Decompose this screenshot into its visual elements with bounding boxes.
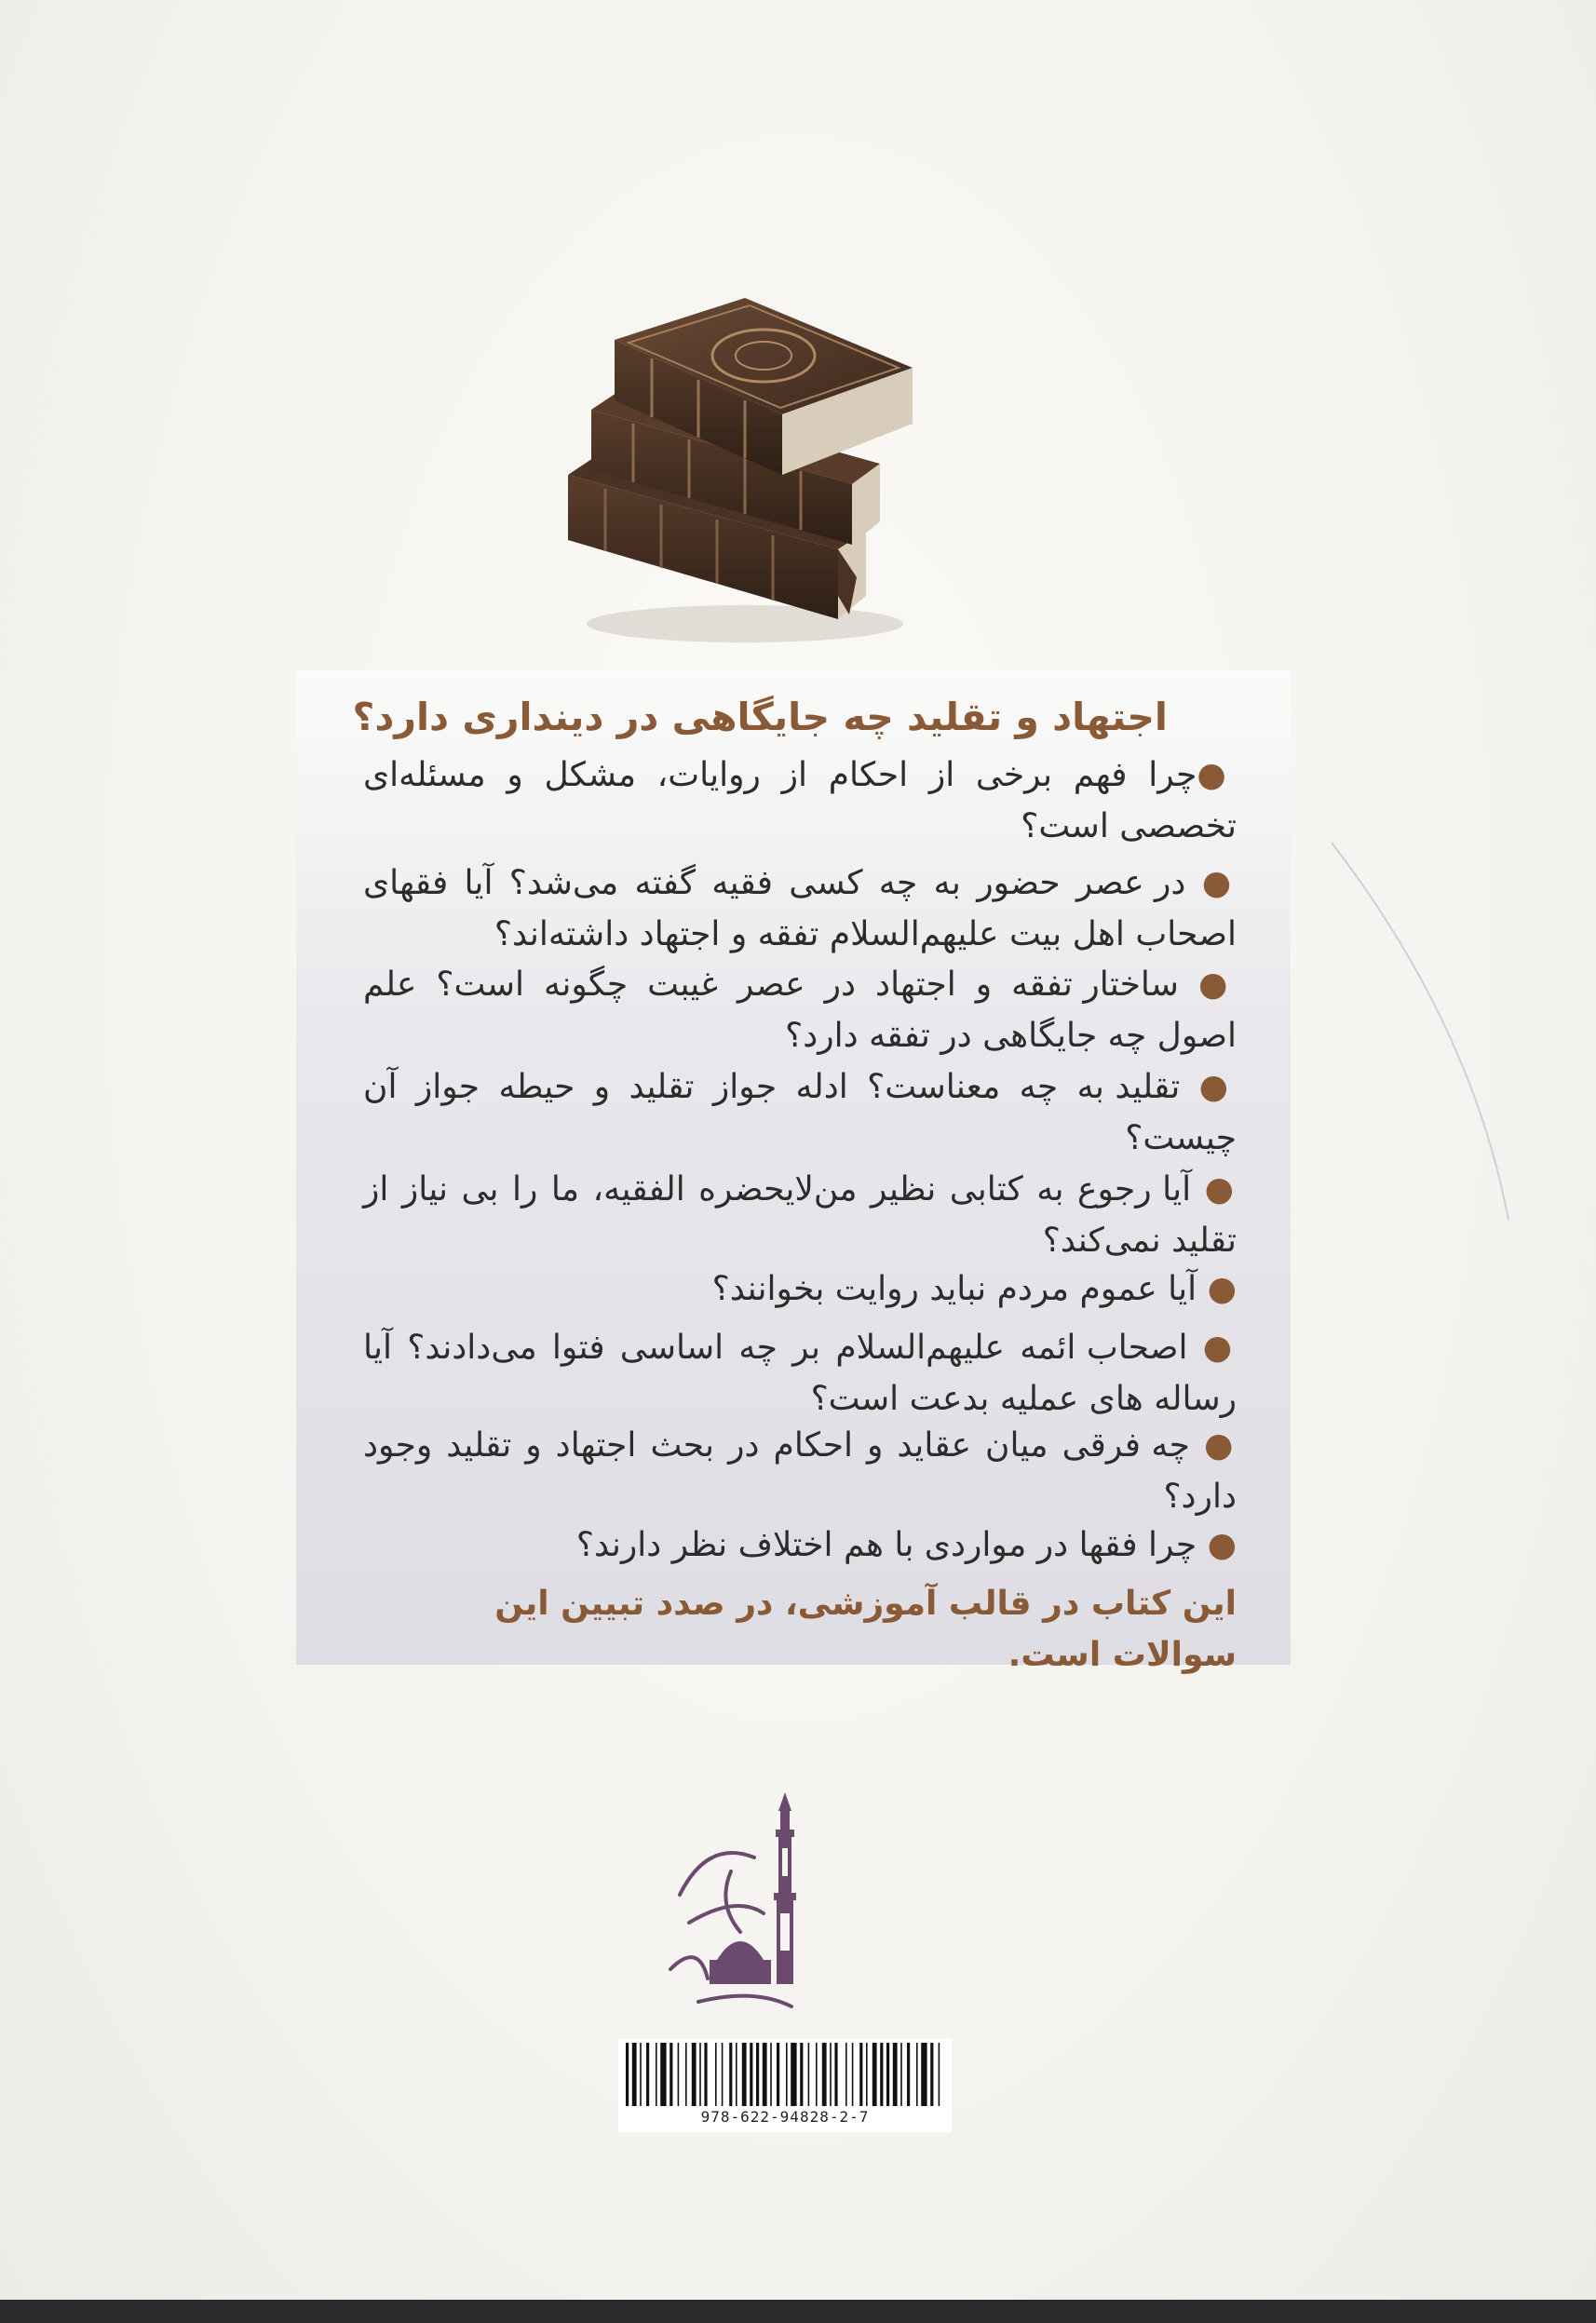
barcode-bar	[900, 2043, 902, 2106]
question-5: ● آیا رجوع به کتابی نظیر من‌لایحضره الفقیه، ما را بی نیاز از تقلید نمی‌کند؟	[363, 1170, 1237, 1260]
barcode-bar	[830, 2043, 832, 2106]
barcode-bar	[736, 2043, 737, 2106]
barcode-bar	[722, 2043, 724, 2106]
barcode-bar	[786, 2043, 788, 2106]
heading: اجتهاد و تقلید چه جایگاهی در دینداری دارد؟	[352, 695, 1168, 739]
bullet-icon: ●	[1207, 1526, 1237, 1564]
bullet-icon: ●	[1207, 1270, 1237, 1308]
scratch-mark	[1322, 838, 1527, 1229]
barcode-bar	[893, 2043, 898, 2106]
bullet-icon: ●	[1198, 1068, 1237, 1106]
barcode-bar	[660, 2043, 666, 2106]
isbn-number: 978-622-94828-2-7	[700, 2108, 870, 2126]
barcode-bar	[763, 2043, 767, 2106]
question-9: ● چرا فقها در مواردی با هم اختلاف نظر دارند؟	[575, 1526, 1237, 1564]
scan-edge-strip	[0, 2300, 1596, 2323]
barcode-bar	[646, 2043, 649, 2106]
bullet-icon: ●	[1204, 1170, 1237, 1209]
barcode-bar	[916, 2043, 918, 2106]
barcode-bar	[872, 2043, 877, 2106]
barcode-bar	[930, 2043, 933, 2106]
barcode-bar	[699, 2043, 701, 2106]
barcode-bar	[756, 2043, 759, 2106]
barcode-bar	[808, 2043, 810, 2106]
barcode-bar	[626, 2043, 629, 2106]
barcode-bar	[852, 2043, 854, 2106]
barcode-bar	[704, 2043, 707, 2106]
books-illustration	[559, 298, 931, 652]
bullet-icon: ●	[1198, 966, 1237, 1004]
barcode-bar	[640, 2043, 642, 2106]
barcode-bar	[800, 2043, 803, 2106]
barcode-bar	[670, 2043, 672, 2106]
question-1: ●چرا فهم برخی از احکام از روایات، مشکل و مسئله‌ای تخصصی است؟	[363, 756, 1237, 845]
bullet-icon: ●	[1197, 756, 1237, 794]
barcode-bar	[939, 2043, 940, 2106]
bullet-icon: ●	[1202, 1329, 1237, 1367]
barcode-bar	[632, 2043, 637, 2106]
barcode-bar	[907, 2043, 910, 2106]
barcode-bar	[816, 2043, 818, 2106]
barcode-bar	[859, 2043, 862, 2106]
question-2: ● در عصر حضور به چه کسی فقیه گفته می‌شد؟ آیا فقهای اصحاب اهل بیت علیهم‌السلام تفقه و اجتهاد داشته‌اند؟	[363, 864, 1237, 953]
barcode-bar	[742, 2043, 747, 2106]
barcode-bar	[692, 2043, 697, 2106]
barcode-bar	[715, 2043, 717, 2106]
barcode-bar	[678, 2043, 680, 2106]
question-8: ● چه فرقی میان عقاید و احکام در بحث اجتهاد و تقلید وجود دارد؟	[363, 1426, 1237, 1516]
barcode-bar	[921, 2043, 926, 2106]
barcode-bar	[822, 2043, 827, 2106]
barcode-bar	[791, 2043, 796, 2106]
question-6: ● آیا عموم مردم نباید روایت بخوانند؟	[711, 1270, 1237, 1308]
barcode-bar	[880, 2043, 883, 2106]
barcode-bar	[777, 2043, 779, 2106]
bullet-icon: ●	[1201, 864, 1237, 902]
publisher-logo	[652, 1783, 847, 2016]
barcode-bar	[685, 2043, 687, 2106]
barcode-bar	[834, 2043, 837, 2106]
barcode-bar	[886, 2043, 889, 2106]
footer-text: این کتاب در قالب آموزشی، در صدد تبیین این سوالات است.	[494, 1585, 1237, 1674]
question-3: ● ساختار تفقه و اجتهاد در عصر غیبت چگونه است؟ علم اصول چه جایگاهی در تفقه دارد؟	[363, 966, 1237, 1055]
barcode-bar	[656, 2043, 657, 2106]
barcode-bar	[750, 2043, 752, 2106]
barcode-bar	[866, 2043, 868, 2106]
question-4: ● تقلید به چه معناست؟ ادله جواز تقلید و حیطه جواز آن چیست؟	[363, 1068, 1237, 1157]
barcode-bar	[770, 2043, 772, 2106]
barcode-bar	[729, 2043, 732, 2106]
barcode-bar	[845, 2043, 847, 2106]
bullet-icon: ●	[1203, 1426, 1237, 1465]
question-7: ● اصحاب ائمه علیهم‌السلام بر چه اساسی فتوا می‌دادند؟ آیا رساله های عملیه بدعت است؟	[363, 1329, 1237, 1418]
